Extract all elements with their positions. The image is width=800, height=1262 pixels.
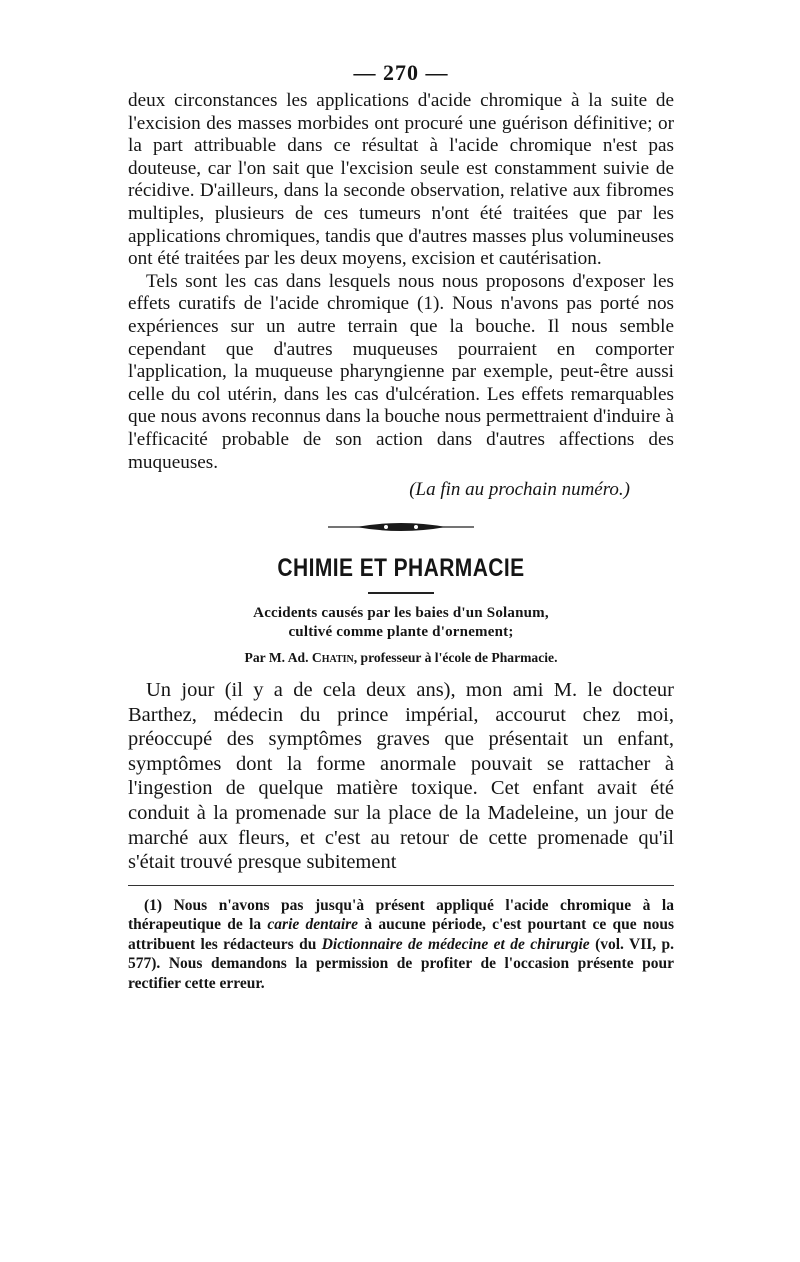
page-number: — 270 —: [353, 60, 449, 85]
continuation-note: (La fin au prochain numéro.): [409, 479, 630, 501]
footnote-italic2: Dictionnaire de médecine et de chirurgie: [321, 935, 590, 953]
author-name: Chatin: [311, 650, 354, 666]
page: [128, 58, 674, 993]
footnote-part3: (vol. VII, p. 577). Nous demandons la permission de profiter de l'occasion présente pour rectifier cette erreur.: [128, 935, 675, 992]
paragraph-continued: deux circonstances les applications d'acide chromique à la suite de l'excision des masses morbides ont procuré une guérison définitive; or la part attribuable dans ce résultat à l'acide chromique n'est pas douteuse, car l'on sait que l'excision seule est constamment suivie de récidive. D'ailleurs, dans la seconde observation, relative aux fibromes multiples, plusieurs de ces tumeurs n'ont été traitées que par les applications chromiques, tandis que d'autres masses plus volumineuses ont été traitées par les deux moyens, excision et cautérisation.: [128, 90, 674, 270]
article-title-line1: Accidents causés par les baies d'un Solanum,: [253, 605, 549, 622]
footnote: [128, 896, 674, 994]
ornament-divider-icon: [326, 520, 476, 534]
author-prefix: Par M. Ad.: [244, 650, 312, 666]
article-body: Un jour (il y a de cela deux ans), mon ami M. le docteur Barthez, médecin du prince impérial, accourut chez moi, préoccupé des symptômes graves que présentait un enfant, symptômes dont la forme anormale pouvait se rattacher à l'ingestion de quelque matière toxique. Cet enfant avait été conduit à la promenade sur la place de la Madeleine, un jour de marché aux fleurs, et c'est au retour de cette promenade qu'il s'était trouvé presque subitement: [128, 679, 674, 874]
footnote-part2: à aucune période, c'est pourtant ce que nous attribuent les rédacteurs du: [128, 916, 674, 953]
article-title: [128, 604, 674, 642]
author-line: [128, 648, 674, 668]
article-title-line2: cultivé comme plante d'ornement;: [288, 624, 514, 641]
footnote-italic1: carie dentaire: [267, 916, 359, 934]
paragraph-chromic-acid-effects: Tels sont les cas dans lesquels nous nous proposons d'exposer les effets curatifs de l'acide chromique (1). Nous n'avons pas porté nos expériences sur un autre terrain que la bouche. Il nous semble cependant que d'autres muqueuses pourraient en comporter l'application, la muqueuse pharyngienne par exemple, peut-être aussi celle du col utérin, dans les cas d'ulcération. Les effets remarquables que nous avons reconnus dans la bouche nous permettraient d'induire à l'efficacité probable de son action dans d'autres affections des muqueuses.: [128, 270, 674, 473]
section-title: CHIMIE ET PHARMACIE: [277, 554, 525, 583]
author-suffix: , professeur à l'école de Pharmacie.: [353, 650, 558, 666]
footnote-part1: (1) Nous n'avons pas jusqu'à présent appliqué l'acide chromique à la thérapeutique de la: [128, 896, 674, 934]
title-divider: [368, 592, 434, 594]
footnote-divider: [128, 885, 674, 886]
